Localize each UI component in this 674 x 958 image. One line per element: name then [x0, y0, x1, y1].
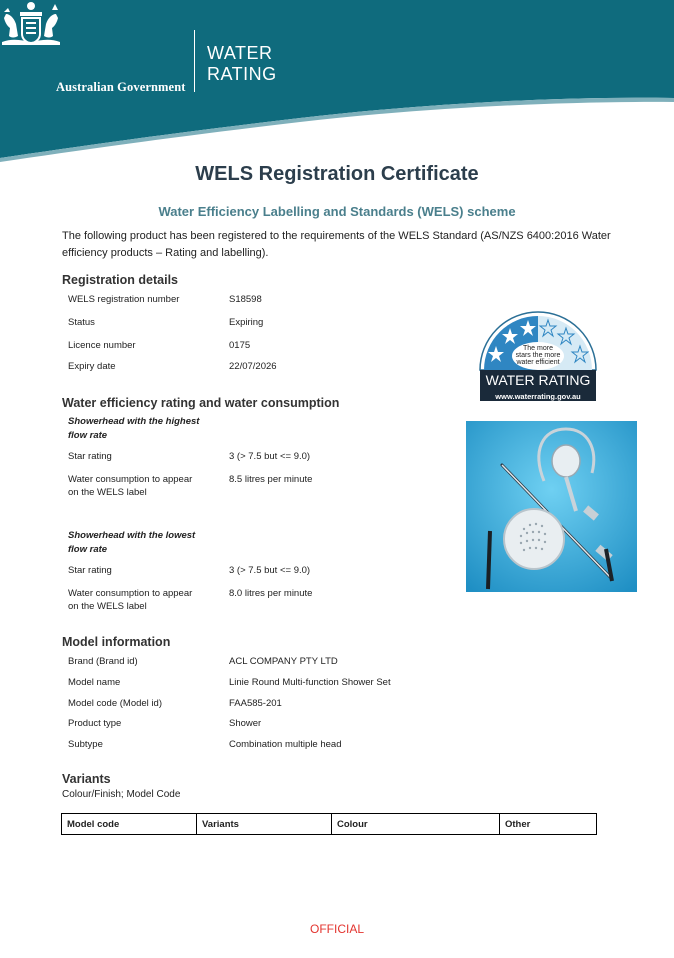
- group-title-line1: Showerhead with the highest: [68, 416, 200, 427]
- scheme-title: Water Efficiency Labelling and Standards (WELS) scheme: [158, 204, 516, 219]
- model-heading: Model information: [62, 635, 171, 649]
- page-header: [0, 0, 674, 170]
- logo-tagline-2: stars the more: [515, 352, 561, 359]
- group-title-line2: flow rate: [68, 430, 108, 441]
- model-value: ACL COMPANY PTY LTD: [229, 656, 338, 667]
- model-value: Combination multiple head: [229, 739, 342, 750]
- registration-heading: Registration details: [62, 273, 178, 287]
- group-title: [68, 415, 228, 443]
- water-rating-logo-graphic: [476, 306, 600, 403]
- model-label: Subtype: [68, 739, 103, 750]
- consumption-label-line1: Water consumption to appear: [68, 588, 193, 599]
- star-rating-value: 3 (> 7.5 but <= 9.0): [229, 451, 311, 462]
- registration-label: Licence number: [68, 340, 136, 351]
- consumption-value: 8.0 litres per minute: [229, 588, 313, 599]
- variants-table: [61, 813, 597, 835]
- shower-set-image: [466, 421, 637, 592]
- coat-of-arms-icon: [0, 0, 62, 48]
- page-title: WELS Registration Certificate: [195, 163, 479, 185]
- program-title: [207, 43, 277, 85]
- registration-label: Expiry date: [68, 361, 116, 372]
- column-header: Variants: [197, 814, 332, 835]
- program-title-line1: WATER: [207, 43, 273, 63]
- group-title: [68, 529, 228, 557]
- logo-url: www.waterrating.gov.au: [495, 392, 581, 401]
- model-label: Model code (Model id): [68, 698, 162, 709]
- model-label: Product type: [68, 718, 122, 729]
- government-name: Australian Government: [56, 80, 186, 94]
- group-title-line1: Showerhead with the lowest: [68, 530, 196, 541]
- registration-label: Status: [68, 317, 95, 328]
- table-header-row: [62, 814, 597, 835]
- group-title-line2: flow rate: [68, 544, 108, 555]
- consumption-label-line2: on the WELS label: [68, 487, 147, 498]
- registration-value: 22/07/2026: [229, 361, 277, 372]
- header-divider: [194, 30, 195, 92]
- star-rating-label: Star rating: [68, 451, 112, 462]
- intro-paragraph: The following product has been registered to the requirements of the WELS Standard (AS/NZS 6400:2016 Water efficiency products – Rating and labelling).: [62, 230, 611, 259]
- variants-heading: Variants: [62, 772, 111, 786]
- consumption-value: 8.5 litres per minute: [229, 474, 313, 485]
- variants-subheading: Colour/Finish; Model Code: [62, 789, 181, 800]
- consumption-label: [68, 473, 223, 499]
- consumption-label-line1: Water consumption to appear: [68, 474, 193, 485]
- logo-name: WATER RATING: [485, 372, 591, 388]
- logo-tagline-1: The more: [523, 345, 553, 352]
- consumption-label-line2: on the WELS label: [68, 601, 147, 612]
- efficiency-heading: Water efficiency rating and water consumption: [62, 396, 340, 410]
- star-rating-value: 3 (> 7.5 but <= 9.0): [229, 565, 311, 576]
- column-header: Colour: [332, 814, 500, 835]
- model-value: FAA585-201: [229, 698, 282, 709]
- star-rating-label: Star rating: [68, 565, 112, 576]
- column-header: Other: [500, 814, 597, 835]
- program-title-line2: RATING: [207, 64, 277, 84]
- water-rating-logo: [476, 306, 600, 403]
- model-label: Model name: [68, 677, 121, 688]
- registration-value: 0175: [229, 340, 251, 351]
- classification-label: OFFICIAL: [309, 922, 364, 936]
- column-header: Model code: [62, 814, 197, 835]
- product-photo: [466, 421, 637, 592]
- model-label: Brand (Brand id): [68, 656, 138, 667]
- model-value: Linie Round Multi-function Shower Set: [229, 677, 391, 688]
- registration-value: S18598: [229, 294, 262, 305]
- model-value: Shower: [229, 718, 262, 729]
- registration-label: WELS registration number: [68, 294, 180, 305]
- consumption-label: [68, 587, 223, 613]
- logo-tagline-3: water efficient: [516, 359, 560, 366]
- registration-value: Expiring: [229, 317, 264, 328]
